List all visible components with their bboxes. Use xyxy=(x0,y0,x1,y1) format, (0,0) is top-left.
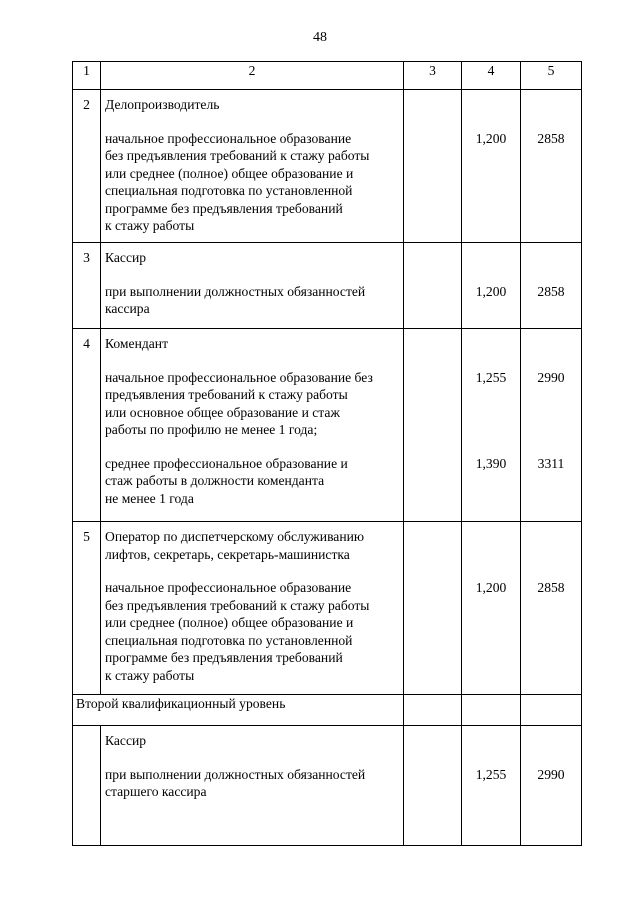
empty-cell xyxy=(404,243,462,329)
salary-cell xyxy=(521,329,582,522)
coefficient-cell xyxy=(462,243,521,329)
position-cell xyxy=(101,243,404,329)
qualification-table xyxy=(72,61,582,846)
coefficient: 1,390 xyxy=(475,455,507,471)
position-title: Кассир xyxy=(105,733,147,748)
requirement-line: не менее 1 года xyxy=(105,490,194,506)
table-row xyxy=(73,243,582,329)
requirement-line: программе без предъявления требований xyxy=(105,650,343,665)
position-cell xyxy=(101,90,404,243)
empty-cell xyxy=(521,695,582,726)
requirement-line: начальное профессиональное образование без xyxy=(105,369,373,385)
level-row xyxy=(73,695,582,726)
position-cell xyxy=(101,522,404,695)
coefficient-cell xyxy=(462,329,521,522)
requirement-line: или основное общее образование и стаж xyxy=(105,404,340,420)
position-title: лифтов, секретарь, секретарь-машинистка xyxy=(105,546,350,562)
position-title: Комендант xyxy=(105,336,169,351)
requirement-line: начальное профессиональное образование xyxy=(105,130,352,146)
coefficient: 1,200 xyxy=(475,580,507,595)
coefficient: 1,200 xyxy=(475,283,507,299)
header-row xyxy=(73,62,582,90)
row-number: 5 xyxy=(73,522,101,695)
salary-cell xyxy=(521,90,582,243)
empty-cell xyxy=(404,522,462,695)
requirement-line: специальная подготовка по установленной xyxy=(105,632,353,648)
row-number: 3 xyxy=(73,243,101,329)
requirement-line: среднее профессиональное образование и xyxy=(105,455,348,471)
requirement-line: кассира xyxy=(105,301,150,316)
requirement-line: программе без предъявления требований xyxy=(105,200,343,216)
coefficient-cell xyxy=(462,726,521,846)
requirement-line: предъявления требований к стажу работы xyxy=(105,387,348,402)
coefficient: 1,255 xyxy=(475,369,507,385)
position-cell xyxy=(101,726,404,846)
requirement-line: или среднее (полное) общее образование и xyxy=(105,615,354,630)
row-number xyxy=(73,726,101,846)
requirement-line: или среднее (полное) общее образование и xyxy=(105,165,354,181)
salary: 2858 xyxy=(537,580,565,595)
position-title: Оператор по диспетчерскому обслуживанию xyxy=(105,529,365,544)
salary: 2858 xyxy=(537,283,565,299)
requirement-line: начальное профессиональное образование xyxy=(105,580,352,595)
empty-cell xyxy=(404,329,462,522)
requirement-line: при выполнении должностных обязанностей xyxy=(105,766,366,782)
row-number: 4 xyxy=(73,329,101,522)
requirement-line: работы по профилю не менее 1 года; xyxy=(105,422,318,437)
requirement-line: к стажу работы xyxy=(105,667,195,683)
header-col-3: 3 xyxy=(404,62,462,90)
level-label: Второй квалификационный уровень xyxy=(73,695,404,726)
salary-cell xyxy=(521,522,582,695)
coefficient-cell xyxy=(462,90,521,243)
requirement-line: к стажу работы xyxy=(105,218,195,233)
requirement-line: без предъявления требований к стажу работы xyxy=(105,148,370,163)
requirement-line: при выполнении должностных обязанностей xyxy=(105,283,366,299)
salary: 3311 xyxy=(537,455,565,471)
salary-cell xyxy=(521,243,582,329)
requirement-line: без предъявления требований к стажу работы xyxy=(105,597,370,613)
table-row xyxy=(73,329,582,522)
page-number: 48 xyxy=(313,30,327,45)
position-cell xyxy=(101,329,404,522)
salary: 2858 xyxy=(537,130,565,146)
table-row xyxy=(73,522,582,695)
header-col-1: 1 xyxy=(73,62,101,90)
header-col-4: 4 xyxy=(462,62,521,90)
empty-cell xyxy=(404,695,462,726)
coefficient-cell xyxy=(462,522,521,695)
requirement-line: стаж работы в должности коменданта xyxy=(105,473,325,488)
salary: 2990 xyxy=(537,369,565,385)
empty-cell xyxy=(462,695,521,726)
empty-cell xyxy=(404,726,462,846)
row-number: 2 xyxy=(73,90,101,243)
requirement-line: специальная подготовка по установленной xyxy=(105,183,353,198)
header-col-2: 2 xyxy=(101,62,404,90)
coefficient: 1,255 xyxy=(475,766,507,782)
header-col-5: 5 xyxy=(521,62,582,90)
coefficient: 1,200 xyxy=(475,130,507,146)
empty-cell xyxy=(404,90,462,243)
salary: 2990 xyxy=(537,766,565,782)
position-title: Делопроизводитель xyxy=(105,97,220,112)
position-title: Кассир xyxy=(105,250,147,265)
salary-cell xyxy=(521,726,582,846)
table-row xyxy=(73,90,582,243)
requirement-line: старшего кассира xyxy=(105,784,207,799)
table-row xyxy=(73,726,582,846)
